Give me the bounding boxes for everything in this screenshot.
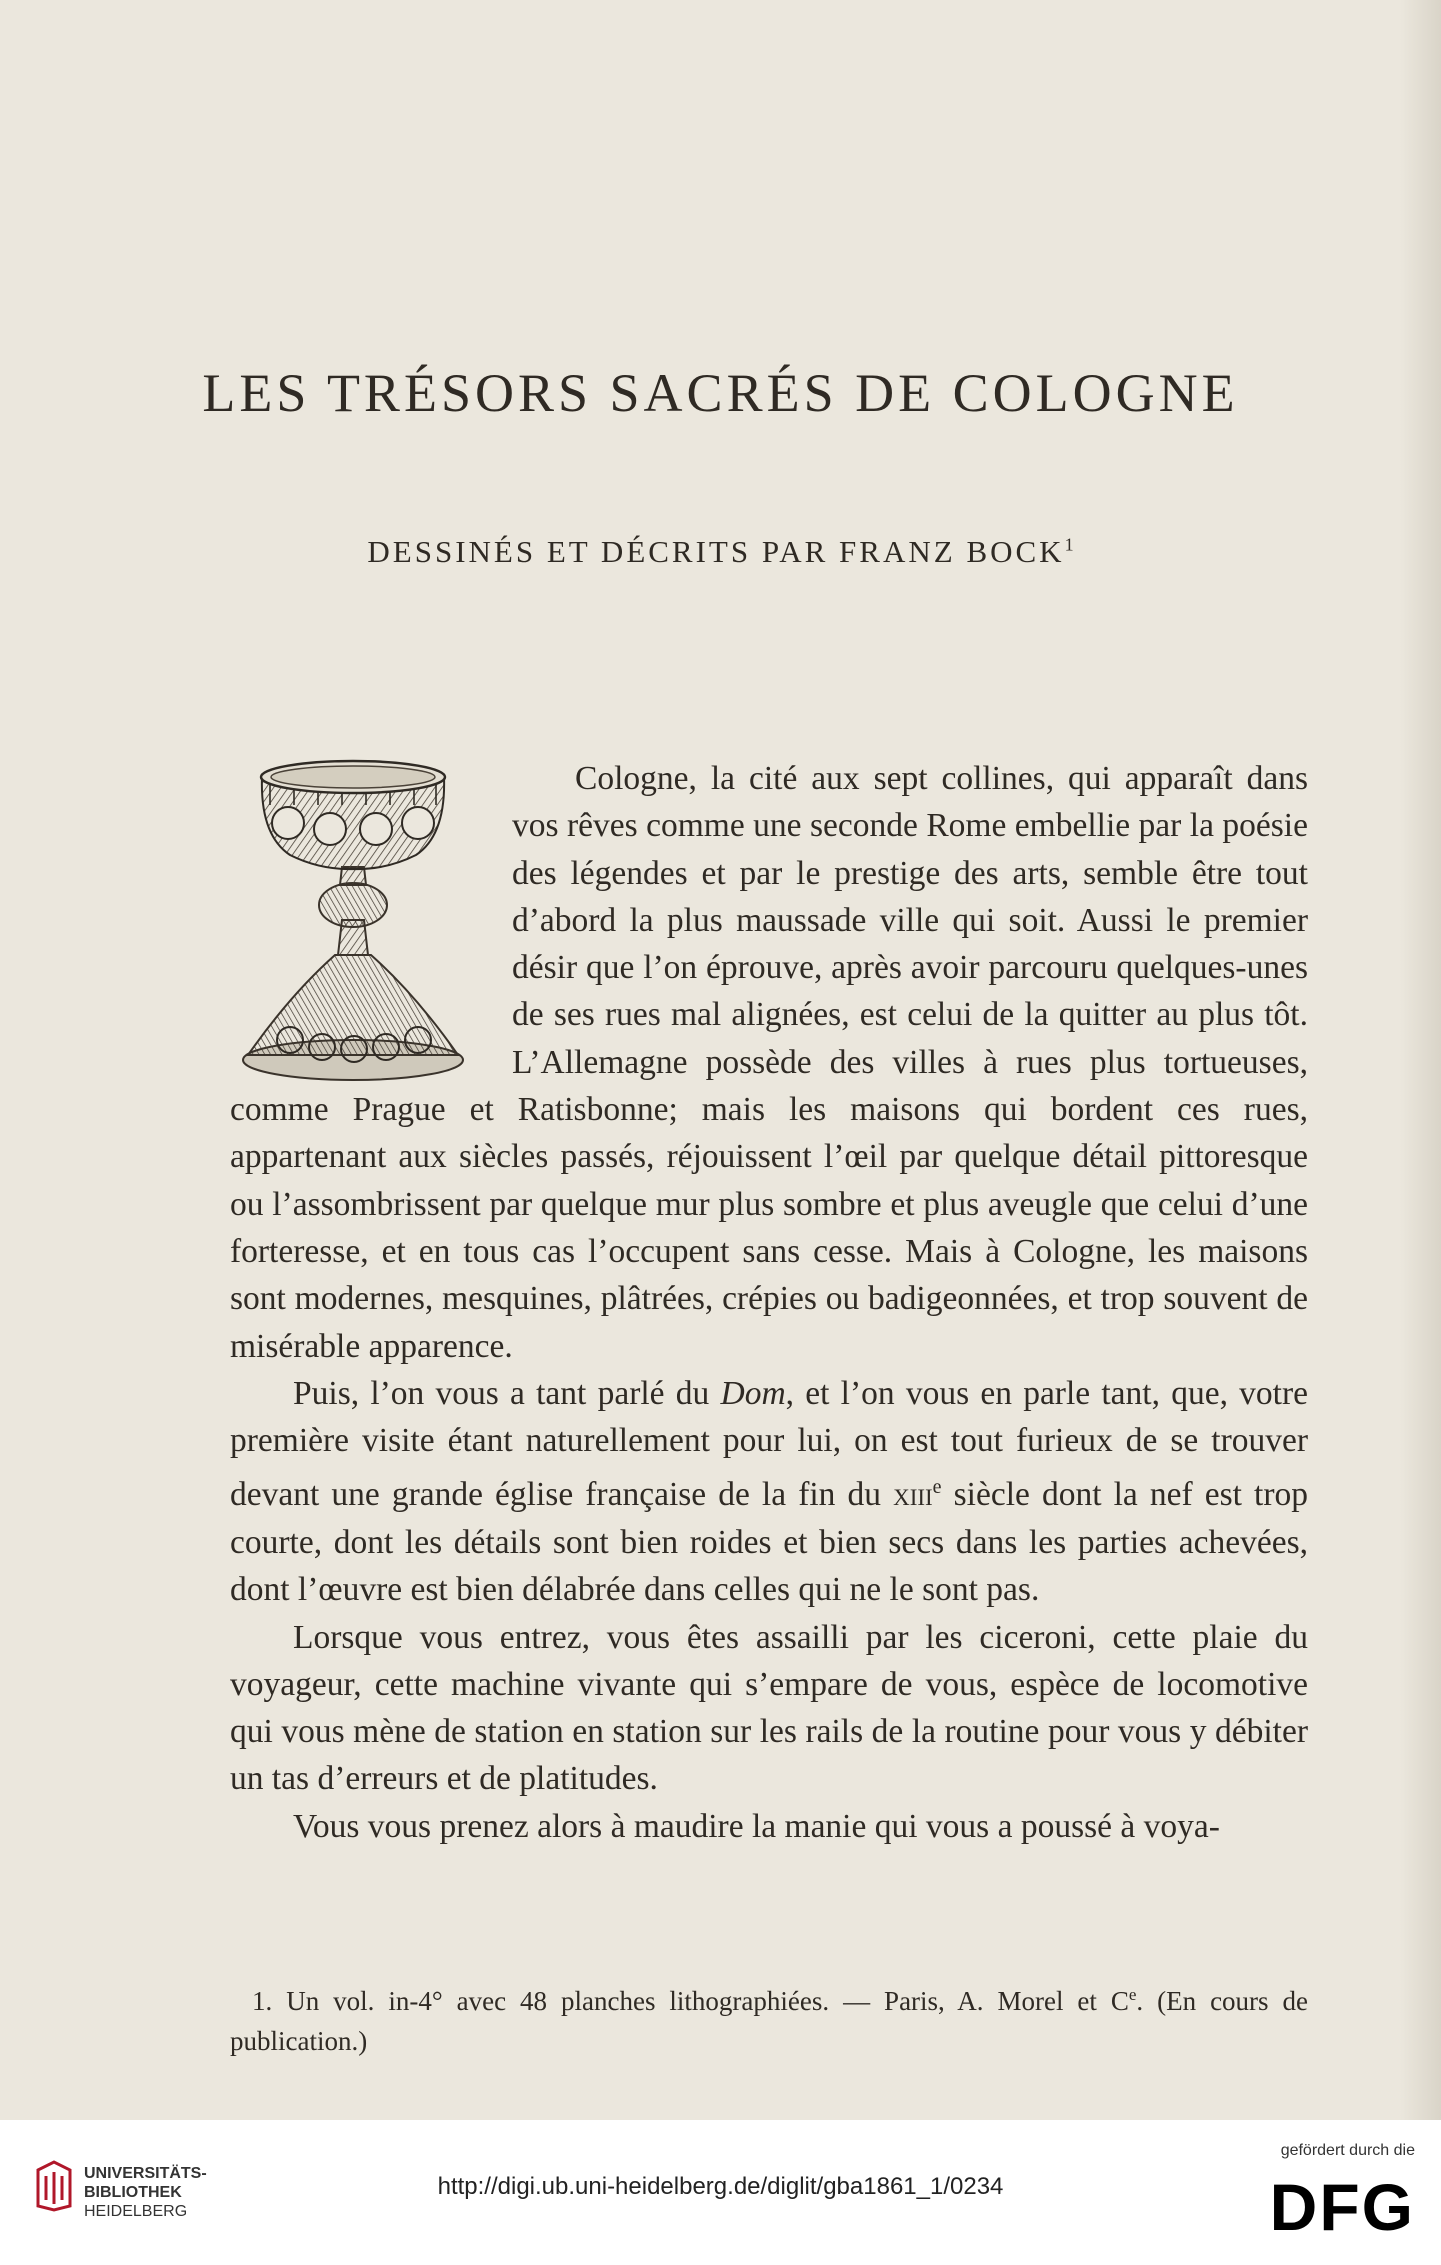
- footnote-sup: e: [1128, 1985, 1137, 2004]
- funding-note: gefördert durch die: [1280, 2142, 1415, 2159]
- footnote-number: 1.: [252, 1986, 273, 2016]
- subtitle-text: DESSINÉS ET DÉCRITS PAR FRANZ BOCK: [367, 534, 1065, 569]
- page-title: LES TRÉSORS SACRÉS DE COLOGNE: [202, 363, 1239, 423]
- library-line: BIBLIOTHEK: [84, 2184, 182, 2201]
- footnote-text: Un vol. in-4° avec 48 planches lithographiées. — Paris, A. Morel et C: [286, 1986, 1129, 2016]
- paragraph-1: Cologne, la cité aux sept collines, qui apparaît dans vos rêves comme une seconde Rome embellie par la poésie des légendes et par le prestige des arts, semble être tout d’abord la plus maussade ville qui soit. Aussi le premier désir que l’on éprouve, après avoir parcouru quelques-unes de ses rues mal alignées, est celui de la quitter au plus tôt. L’Allemagne possède des villes à rues plus tortueuses, comme Prague et Ratisbonne; mais les maisons qui bordent ces rues, appartenant aux siècles passés, réjouissent l’œil par quelque détail pittoresque ou l’assombrissent par quelque mur plus sombre et plus aveugle que celui d’une forteresse, et en tous cas l’occupent sans cesse. Mais à Cologne, les maisons sont modernes, mesquines, plâtrées, crépies ou badigeonnées, et trop souvent de misérable apparence.: [230, 760, 1308, 1365]
- article-body: [230, 755, 1308, 1850]
- page-subtitle: [0, 534, 1441, 570]
- viewer-footer: [0, 2120, 1441, 2265]
- library-line: HEIDELBERG: [84, 2203, 188, 2220]
- century-numeral: xiii: [893, 1476, 933, 1514]
- paragraph-2-text: siècle dont la nef est trop courte, dont les détails sont bien roides et bien secs dans les parties achevées, dont l’œuvre est bien délabrée dans celles qui ne le sont pas.: [230, 1476, 1308, 1609]
- paragraph-2-text: , et l’on vous en parle tant, que, votre première visite étant naturellement pour lui, on est tout furieux de se trouver devant une grande église française de la fin du: [230, 1374, 1309, 1514]
- century-sup: e: [932, 1476, 942, 1499]
- chalice-illustration: [230, 755, 476, 1085]
- paragraph-2: [230, 1370, 1308, 1614]
- footnote-text: . (En cours de publication.): [230, 1986, 1308, 2056]
- permalink-url[interactable]: http://digi.ub.uni-heidelberg.de/diglit/gba1861_1/0234: [437, 2173, 1004, 2200]
- library-line: UNIVERSITÄTS-: [84, 2165, 207, 2182]
- paragraph-2-text: Puis, l’on vous a tant parlé du: [293, 1374, 721, 1412]
- paragraph-4: Vous vous prenez alors à maudire la manie qui vous a poussé à voya-: [293, 1807, 1220, 1845]
- footnote: [230, 1975, 1308, 2061]
- page-edge-shadow: [1400, 0, 1441, 2120]
- dom-italic: Dom: [720, 1374, 786, 1412]
- paragraph-3: Lorsque vous entrez, vous êtes assailli par les ciceroni, cette plaie du voyageur, cette machine vivante qui s’empare de vous, espèce de locomotive qui vous mène de station en station sur les rails de la routine pour vous y débiter un tas d’erreurs et de platitudes.: [230, 1618, 1308, 1798]
- footnote-marker: 1: [1064, 534, 1074, 555]
- dfg-logo: DFG: [1269, 2170, 1415, 2244]
